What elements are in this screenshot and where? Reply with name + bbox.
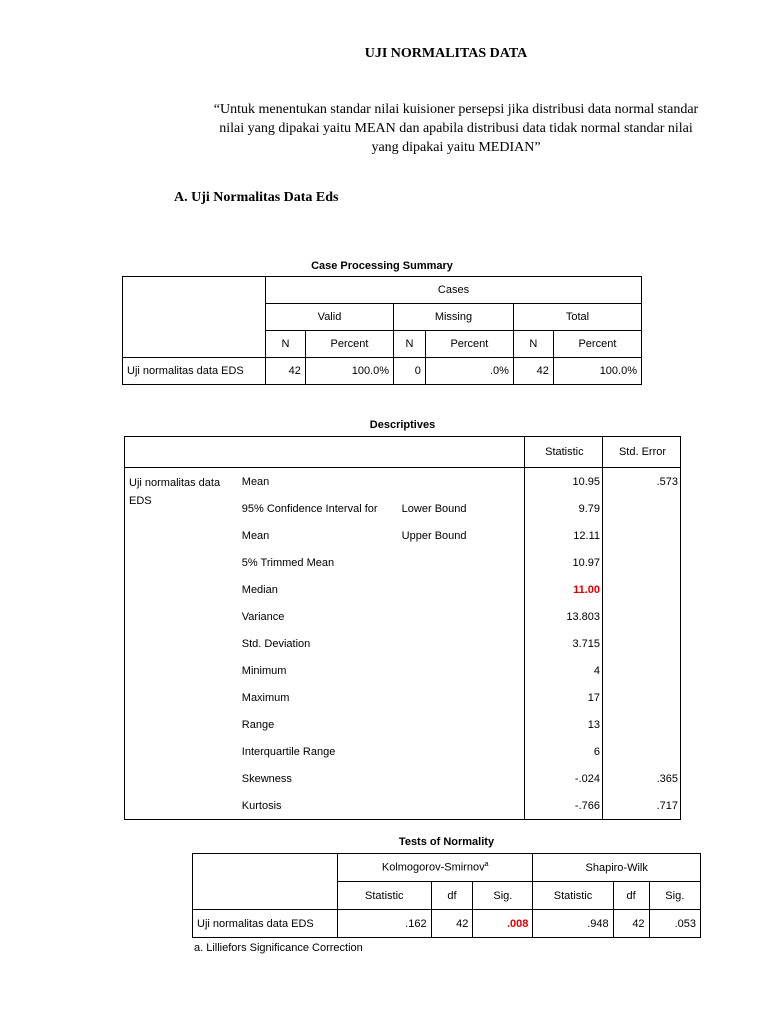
valid-n-value: 42	[266, 358, 306, 385]
row-label: Uji normalitas data EDS	[193, 910, 338, 938]
ks-statistic-value: .162	[338, 910, 432, 938]
total-n-value: 42	[513, 358, 553, 385]
row-sublabel	[398, 576, 525, 603]
ks-df-value: 42	[431, 910, 473, 938]
empty-corner-cell	[193, 854, 338, 910]
row-label: Mean	[241, 475, 270, 488]
valid-percent-value: 100.0%	[305, 358, 393, 385]
subheader-sw-df: df	[613, 882, 649, 910]
table-row	[193, 910, 701, 938]
subheader-valid-percent: Percent	[305, 331, 393, 358]
std-error-value	[603, 603, 681, 630]
statistic-value: 12.11	[524, 522, 602, 549]
row-label: Maximum	[241, 691, 290, 704]
std-error-value: .365	[603, 765, 681, 792]
sw-statistic-value: .948	[533, 910, 613, 938]
cases-header: Cases	[266, 277, 642, 304]
subheader-ks-statistic: Statistic	[338, 882, 432, 910]
missing-percent-value: .0%	[425, 358, 513, 385]
row-label: Mean	[241, 529, 270, 542]
row-sublabel	[398, 603, 525, 630]
row-sublabel	[398, 765, 525, 792]
std-error-value	[603, 522, 681, 549]
std-error-value	[603, 630, 681, 657]
row-label: 5% Trimmed Mean	[241, 556, 335, 569]
statistic-value: -.766	[524, 792, 602, 820]
subheader-valid-n: N	[266, 331, 306, 358]
std-error-value	[603, 738, 681, 765]
std-error-value	[603, 576, 681, 603]
tests-of-normality-title: Tests of Normality	[398, 836, 495, 848]
variable-label-line-2: EDS	[129, 495, 152, 507]
row-label: 95% Confidence Interval for	[241, 502, 378, 515]
row-sublabel	[398, 711, 525, 738]
subheader-sw-sig: Sig.	[649, 882, 700, 910]
statistic-value: -.024	[524, 765, 602, 792]
std-error-value	[603, 711, 681, 738]
subheader-total-percent: Percent	[553, 331, 641, 358]
statistic-value: 10.97	[524, 549, 602, 576]
subheader-ks-df: df	[431, 882, 473, 910]
statistic-value: 3.715	[524, 630, 602, 657]
statistic-value: 17	[524, 684, 602, 711]
row-sublabel	[398, 738, 525, 765]
row-label: Median	[241, 583, 278, 596]
std-error-value	[603, 684, 681, 711]
statistic-value: 13.803	[524, 603, 602, 630]
ks-superscript: a	[484, 861, 489, 869]
row-label: Variance	[241, 610, 285, 623]
row-label: Kurtosis	[241, 799, 282, 812]
quote-line-1: “Untuk menentukan standar nilai kuisioner persepsi jika distribusi data normal standar	[213, 102, 699, 117]
row-sublabel	[398, 657, 525, 684]
row-sublabel: Lower Bound	[401, 502, 467, 515]
group-header-missing: Missing	[394, 304, 514, 331]
document-title: UJI NORMALITAS DATA	[364, 46, 528, 61]
subheader-ks-sig: Sig.	[473, 882, 533, 910]
group-header-total: Total	[513, 304, 641, 331]
statistic-value: 4	[524, 657, 602, 684]
std-error-value: .573	[603, 468, 681, 496]
total-percent-value: 100.0%	[553, 358, 641, 385]
row-label: Minimum	[241, 664, 287, 677]
row-label: Interquartile Range	[241, 745, 336, 758]
ks-sig-value: .008	[473, 910, 533, 938]
quote-line-2: nilai yang dipakai yaitu MEAN dan apabila distribusi data tidak normal standar nilai	[219, 121, 693, 136]
footnote: a. Lilliefors Significance Correction	[194, 942, 363, 954]
descriptives-table	[124, 436, 681, 820]
descriptives-title: Descriptives	[369, 419, 436, 431]
empty-corner-cell	[123, 277, 266, 358]
sw-header: Shapiro-Wilk	[533, 854, 701, 882]
std-error-value	[603, 495, 681, 522]
row-label: Skewness	[241, 772, 292, 785]
statistic-value: 13	[524, 711, 602, 738]
statistic-value: 10.95	[524, 468, 602, 496]
table-row	[123, 358, 642, 385]
std-error-value	[603, 549, 681, 576]
row-sublabel: Upper Bound	[401, 529, 467, 542]
row-label: Std. Deviation	[241, 637, 311, 650]
sw-sig-value: .053	[649, 910, 700, 938]
std-error-value	[603, 657, 681, 684]
ks-label: Kolmogorov-Smirnov	[381, 861, 485, 874]
row-sublabel	[398, 684, 525, 711]
missing-n-value: 0	[394, 358, 426, 385]
tests-of-normality-table	[192, 853, 701, 938]
subheader-sw-statistic: Statistic	[533, 882, 613, 910]
row-sublabel	[398, 792, 525, 820]
empty-header-cell	[125, 437, 525, 468]
ks-header	[338, 854, 533, 882]
subheader-total-n: N	[513, 331, 553, 358]
median-statistic-value: 11.00	[524, 576, 602, 603]
standard-note-quote	[192, 100, 720, 157]
statistic-value: 6	[524, 738, 602, 765]
std-error-value: .717	[603, 792, 681, 820]
row-label: Range	[241, 718, 275, 731]
case-processing-title: Case Processing Summary	[311, 260, 453, 272]
statistic-value: 9.79	[524, 495, 602, 522]
subheader-missing-percent: Percent	[425, 331, 513, 358]
row-sublabel	[398, 468, 525, 496]
table-row	[125, 468, 681, 496]
subheader-missing-n: N	[394, 331, 426, 358]
row-label: Uji normalitas data EDS	[123, 358, 266, 385]
row-sublabel	[398, 549, 525, 576]
quote-line-3: yang dipakai yaitu MEDIAN”	[371, 140, 541, 155]
statistic-header: Statistic	[524, 437, 602, 468]
case-processing-table	[122, 276, 642, 385]
row-sublabel	[398, 630, 525, 657]
section-heading: A. Uji Normalitas Data Eds	[174, 190, 339, 205]
sw-df-value: 42	[613, 910, 649, 938]
variable-label	[125, 468, 238, 820]
variable-label-line-1: Uji normalitas data	[129, 477, 221, 489]
group-header-valid: Valid	[266, 304, 394, 331]
std-error-header: Std. Error	[603, 437, 681, 468]
